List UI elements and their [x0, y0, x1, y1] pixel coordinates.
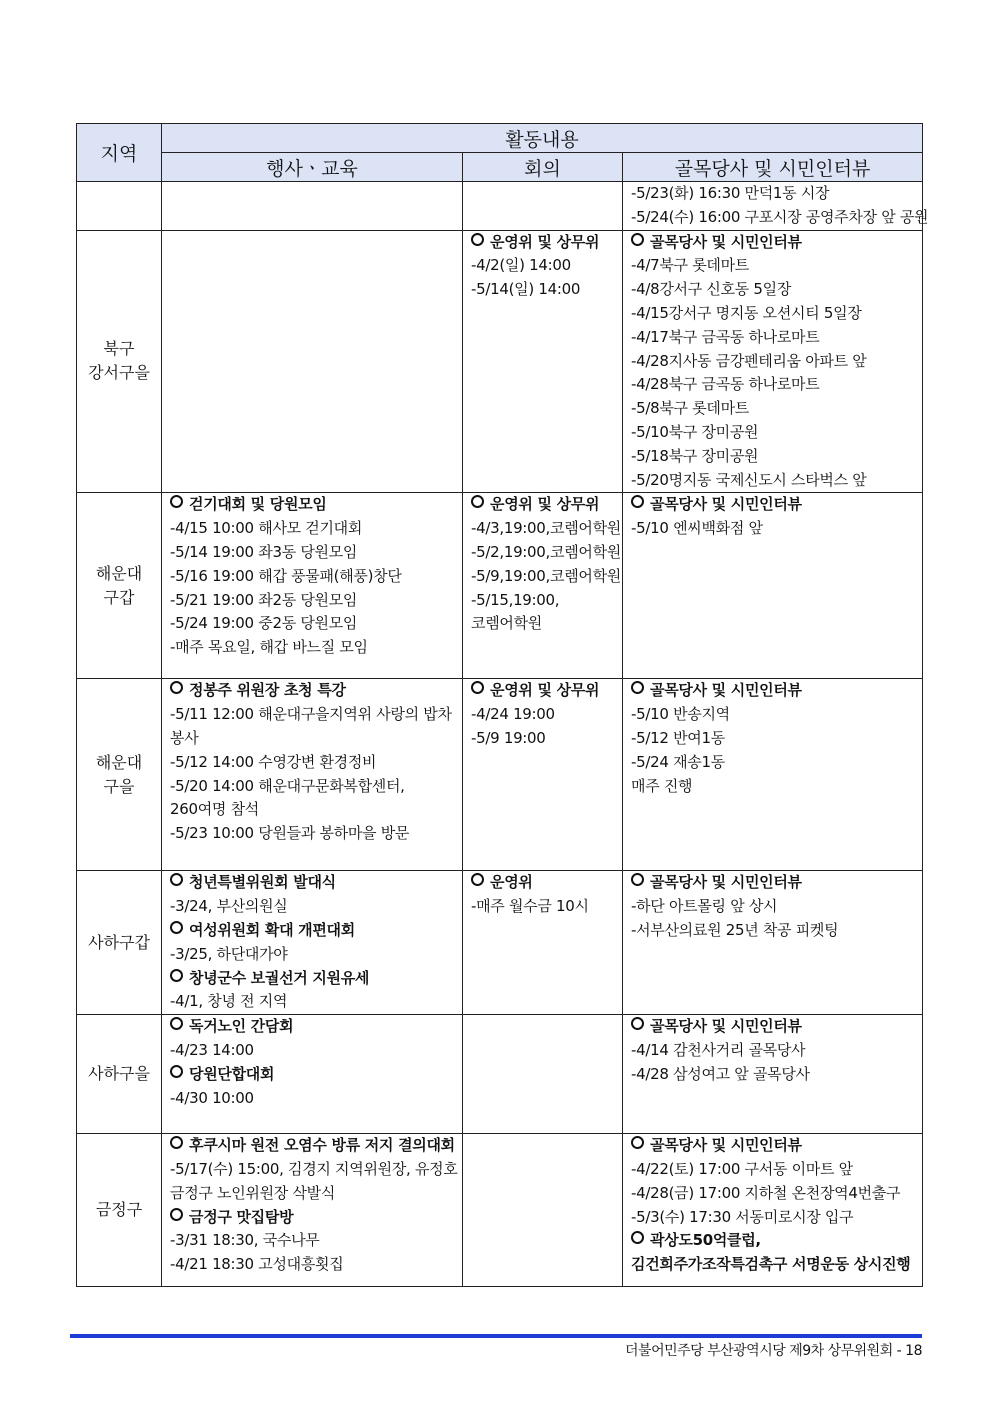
section-heading [170, 871, 458, 895]
activity-entry: -5/23 10:00 당원들과 봉하마을 방문 [170, 824, 410, 843]
circle-bullet-icon [170, 921, 183, 934]
activity-entry: -5/21 19:00 좌2동 당원모임 [170, 590, 358, 609]
section-heading [170, 1206, 458, 1230]
region-label: 북구 [103, 339, 135, 359]
activity-entry: -매주 목요일, 해갑 바느질 모임 [170, 638, 368, 657]
footer-rule [70, 1334, 922, 1338]
circle-bullet-icon [631, 1136, 644, 1149]
section-heading [170, 1015, 458, 1039]
section-heading [631, 871, 918, 895]
activity-entry: -4/15강서구 명지동 오션시티 5일장 [631, 303, 862, 322]
region-cell [77, 1134, 162, 1287]
section-heading-text: 금정구 맛집탐방 [189, 1207, 294, 1226]
section-heading [471, 493, 618, 517]
circle-bullet-icon [631, 1017, 644, 1030]
circle-bullet-icon [170, 969, 183, 982]
circle-bullet-icon [170, 873, 183, 886]
activity-entry: -4/23 14:00 [170, 1040, 254, 1059]
activity-entry: -5/24 재송1동 [631, 752, 725, 771]
region-label: 사하구갑 [88, 932, 150, 952]
region-label: 해운대 [95, 563, 143, 583]
section-heading [631, 1229, 918, 1277]
meetings-cell [463, 1015, 623, 1134]
activity-entry: -하단 아트몰링 앞 상시 [631, 897, 778, 916]
table-row [77, 1015, 923, 1134]
activity-entry: -5/8북구 롯데마트 [631, 399, 749, 418]
circle-bullet-icon [471, 233, 484, 246]
activity-entry: -5/11 12:00 해운대구을지역위 사랑의 밥차 봉사 [170, 705, 452, 747]
table-row [77, 679, 923, 871]
activity-entry: -5/24 19:00 중2동 당원모임 [170, 614, 358, 633]
activity-entry: -매주 월수금 10시 [471, 897, 589, 916]
activity-entry: -5/14(일) 14:00 [471, 280, 581, 299]
meetings-cell [463, 230, 623, 493]
events-cell [162, 1015, 463, 1134]
activity-entry: -5/20명지동 국제신도시 스타벅스 앞 [631, 470, 867, 489]
section-heading-text: 운영위 및 상무위 [490, 232, 600, 251]
section-heading [631, 493, 918, 517]
section-heading [170, 493, 458, 517]
events-cell [162, 493, 463, 679]
region-label: 금정구 [95, 1200, 143, 1220]
section-heading-text: 운영위 [490, 873, 533, 892]
activity-entry: -5/10북구 장미공원 [631, 422, 759, 441]
alley-cell [623, 1015, 923, 1134]
table-row [77, 182, 923, 231]
section-heading [631, 1134, 918, 1158]
region-label: 사하구을 [88, 1064, 150, 1084]
section-heading [170, 1134, 458, 1158]
activity-entry: -5/17(수) 15:00, 김경지 지역위원장, 유정호 금정구 노인위원장 삭발식 [170, 1159, 458, 1202]
circle-bullet-icon [170, 1017, 183, 1030]
meetings-cell [463, 871, 623, 1015]
activity-entry: -4/22(토) 17:00 구서동 이마트 앞 [631, 1159, 853, 1178]
section-heading-text: 곽상도50억클럽, 김건희주가조작특검촉구 서명운동 상시진행 [631, 1231, 911, 1274]
activity-entry: -5/24(수) 16:00 구포시장 공영주차장 앞 공원 [631, 207, 929, 226]
section-heading-text: 골목당사 및 시민인터뷰 [650, 495, 802, 514]
activity-entry: -4/3,19:00,코렘어학원 [471, 519, 621, 538]
activity-entry: -3/25, 하단대가야 [170, 944, 288, 963]
activity-entry: -4/17북구 금곡동 하나로마트 [631, 327, 820, 346]
events-cell [162, 182, 463, 231]
section-heading-text: 걷기대회 및 당원모임 [189, 495, 327, 514]
activity-entry: -5/3(수) 17:30 서동미로시장 입구 [631, 1207, 854, 1226]
activity-entry: -4/28(금) 17:00 지하철 온천장역4번출구 [631, 1183, 901, 1202]
section-heading-text: 골목당사 및 시민인터뷰 [650, 1017, 802, 1036]
activity-entry: -3/24, 부산의원실 [170, 897, 288, 916]
activity-entry: 매주 진행 [631, 776, 693, 795]
circle-bullet-icon [471, 873, 484, 886]
region-label: 구갑 [103, 587, 135, 607]
activity-entry: -4/7북구 롯데마트 [631, 256, 749, 275]
circle-bullet-icon [631, 1231, 644, 1244]
events-cell [162, 871, 463, 1015]
section-heading-text: 당원단합대회 [189, 1064, 275, 1083]
section-heading [471, 231, 618, 255]
region-cell [77, 493, 162, 679]
activity-entry: -4/2(일) 14:00 [471, 256, 571, 275]
meetings-cell [463, 679, 623, 871]
header-region: 지역 [77, 124, 162, 182]
region-cell [77, 182, 162, 231]
activity-entry: -4/28북구 금곡동 하나로마트 [631, 375, 820, 394]
activity-entry: -4/24 19:00 [471, 705, 555, 724]
activity-entry: -5/12 14:00 수영강변 환경정비 [170, 752, 377, 771]
circle-bullet-icon [631, 681, 644, 694]
table-row [77, 1134, 923, 1287]
circle-bullet-icon [631, 873, 644, 886]
section-heading [471, 679, 618, 703]
section-heading-text: 정봉주 위원장 초청 특강 [189, 681, 346, 700]
activity-entry: -5/16 19:00 해갑 풍물패(해풍)창단 [170, 566, 402, 585]
footer-text: 더불어민주당 부산광역시당 제9차 상무위원회 - 18 [625, 1343, 922, 1359]
circle-bullet-icon [170, 1208, 183, 1221]
region-label: 해운대 [95, 752, 143, 772]
activity-entry: -서부산의료원 25년 착공 피켓팅 [631, 920, 839, 939]
circle-bullet-icon [170, 681, 183, 694]
region-cell [77, 1015, 162, 1134]
section-heading [170, 679, 458, 703]
circle-bullet-icon [170, 495, 183, 508]
header-events: 행사ㆍ교육 [162, 153, 463, 182]
activity-entry: -5/12 반여1동 [631, 728, 725, 747]
section-heading-text: 청년특별위원회 발대식 [189, 873, 336, 892]
section-heading [471, 871, 618, 895]
meetings-cell [463, 1134, 623, 1287]
activity-entry: -5/9,19:00,코렘어학원 [471, 566, 621, 585]
alley-cell [623, 182, 929, 231]
circle-bullet-icon [631, 233, 644, 246]
circle-bullet-icon [170, 1065, 183, 1078]
activity-entry: -5/10 엔씨백화점 앞 [631, 519, 763, 538]
header-alley: 골목당사 및 시민인터뷰 [623, 153, 923, 182]
alley-cell [623, 1134, 923, 1287]
activity-entry: -4/14 감천사거리 골목당사 [631, 1040, 806, 1059]
activity-table [76, 123, 929, 1287]
section-heading [631, 1015, 918, 1039]
activity-entry: -5/10 반송지역 [631, 705, 730, 724]
section-heading-text: 운영위 및 상무위 [490, 495, 600, 514]
events-cell [162, 1134, 463, 1287]
circle-bullet-icon [471, 681, 484, 694]
activity-entry: -5/15,19:00,코렘어학원 [471, 590, 560, 633]
region-cell [77, 871, 162, 1015]
section-heading [170, 967, 458, 991]
table-row [77, 230, 923, 493]
section-heading-text: 골목당사 및 시민인터뷰 [650, 873, 802, 892]
region-cell [77, 679, 162, 871]
meetings-cell [463, 493, 623, 679]
section-heading-text: 독거노인 간담회 [189, 1017, 294, 1036]
alley-cell [623, 679, 923, 871]
region-cell [77, 230, 162, 493]
section-heading-text: 운영위 및 상무위 [490, 681, 600, 700]
activity-entry: -4/21 18:30 고성대흥횟집 [170, 1255, 344, 1274]
activity-entry: -4/8강서구 신호동 5일장 [631, 280, 792, 299]
table-row [77, 493, 923, 679]
section-heading [631, 231, 918, 255]
activity-entry: -4/30 10:00 [170, 1088, 254, 1107]
activity-entry: -4/15 10:00 해사모 걷기대회 [170, 519, 363, 538]
region-label: 구을 [103, 776, 135, 796]
section-heading-text: 여성위원회 확대 개편대회 [189, 920, 355, 939]
section-heading-text: 골목당사 및 시민인터뷰 [650, 232, 802, 251]
meetings-cell [463, 182, 623, 231]
alley-cell [623, 871, 923, 1015]
section-heading [631, 679, 918, 703]
events-cell [162, 679, 463, 871]
region-label: 강서구을 [88, 363, 150, 383]
activity-entry: -3/31 18:30, 국수나무 [170, 1231, 320, 1250]
activity-entry: -5/18북구 장미공원 [631, 446, 759, 465]
header-meetings: 회의 [463, 153, 623, 182]
activity-entry: -5/14 19:00 좌3동 당원모임 [170, 542, 358, 561]
alley-cell [623, 493, 923, 679]
section-heading-text: 골목당사 및 시민인터뷰 [650, 1136, 802, 1155]
section-heading-text: 창녕군수 보궐선거 지원유세 [189, 968, 370, 987]
section-heading-text: 골목당사 및 시민인터뷰 [650, 681, 802, 700]
section-heading [170, 919, 458, 943]
circle-bullet-icon [631, 495, 644, 508]
activity-entry: -5/20 14:00 해운대구문화복합센터, 260여명 참석 [170, 776, 405, 819]
circle-bullet-icon [471, 495, 484, 508]
activity-entry: -5/23(화) 16:30 만덕1동 시장 [631, 184, 830, 202]
table-row [77, 871, 923, 1015]
header-activity: 활동내용 [162, 124, 923, 153]
section-heading-text: 후쿠시마 원전 오염수 방류 저지 결의대회 [189, 1136, 455, 1155]
section-heading [170, 1063, 458, 1087]
activity-entry: -4/28지사동 금강펜테리움 아파트 앞 [631, 351, 867, 370]
alley-cell [623, 230, 923, 493]
activity-entry: -4/28 삼성여고 앞 골목당사 [631, 1064, 810, 1083]
events-cell [162, 230, 463, 493]
activity-entry: -4/1, 창녕 전 지역 [170, 992, 288, 1011]
circle-bullet-icon [170, 1136, 183, 1149]
activity-entry: -5/9 19:00 [471, 728, 546, 747]
activity-entry: -5/2,19:00,코렘어학원 [471, 542, 621, 561]
